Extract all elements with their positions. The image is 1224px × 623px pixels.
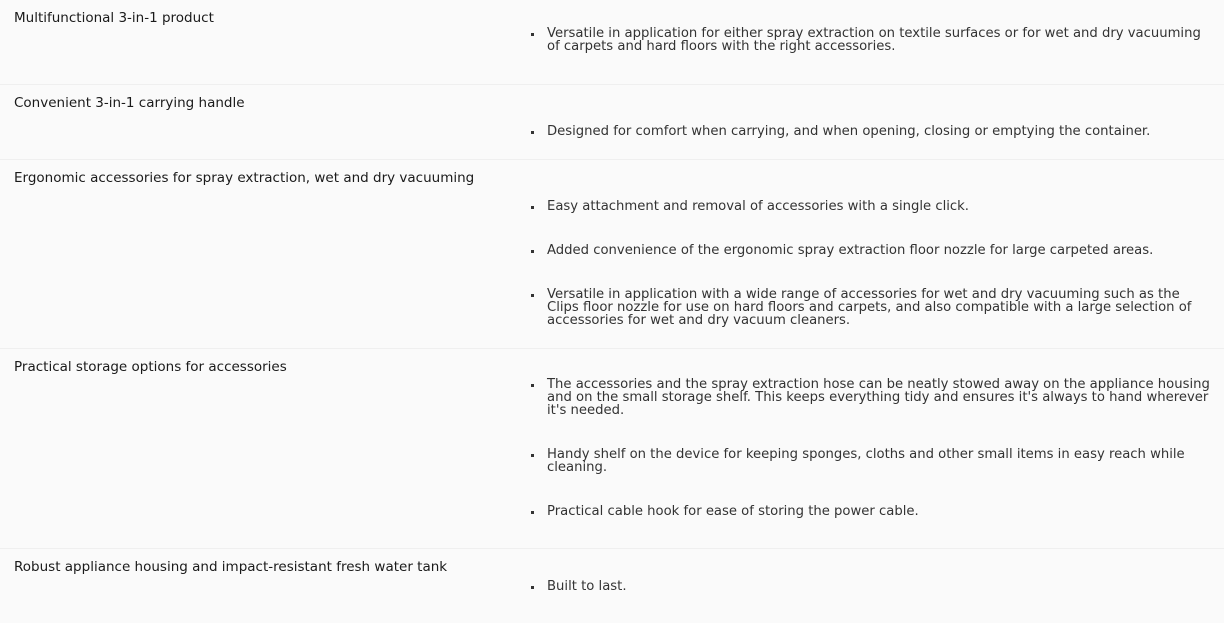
feature-bullet-text: Versatile in application with a wide range of accessories for wet and dry vacuuming such as the Clips floor nozzle for use on hard floors and carpets, and also compatible with a large selection of accessories for wet and dry vacuum cleaners. [547, 287, 1192, 328]
feature-bullet-text: Practical cable hook for ease of storing the power cable. [547, 504, 919, 519]
bullet-icon [531, 511, 534, 514]
feature-row [0, 160, 1224, 349]
bullet-icon [531, 206, 534, 209]
feature-bullet-text: Easy attachment and removal of accessories with a single click. [547, 199, 969, 214]
bullet-icon [531, 250, 534, 253]
feature-title: Ergonomic accessories for spray extraction, wet and dry vacuuming [14, 170, 475, 186]
feature-bullet-text: Built to last. [547, 579, 627, 594]
feature-bullet [530, 244, 1224, 257]
feature-bullet [530, 580, 1224, 593]
feature-title: Practical storage options for accessories [14, 359, 287, 375]
feature-bullet-list [530, 349, 1224, 548]
feature-bullet [530, 505, 1224, 518]
bullet-icon [531, 131, 534, 134]
feature-row [0, 0, 1224, 85]
feature-bullet [530, 125, 1224, 138]
feature-bullet-text: The accessories and the spray extraction hose can be neatly stowed away on the appliance housing and on the small storage shelf. This keeps everything tidy and ensures it's always to hand wherever it's needed. [547, 377, 1210, 418]
feature-bullet [530, 288, 1224, 327]
feature-bullet-text: Added convenience of the ergonomic spray extraction floor nozzle for large carpeted areas. [547, 243, 1154, 258]
feature-bullet [530, 27, 1224, 53]
feature-title: Convenient 3-in-1 carrying handle [14, 95, 245, 111]
bullet-icon [531, 454, 534, 457]
feature-bullet [530, 378, 1224, 417]
feature-bullet-list [530, 160, 1224, 348]
feature-bullet [530, 200, 1224, 213]
feature-title: Robust appliance housing and impact-resistant fresh water tank [14, 559, 448, 575]
feature-row [0, 549, 1224, 623]
bullet-icon [531, 33, 534, 36]
feature-title: Multifunctional 3-in-1 product [14, 10, 214, 26]
feature-bullet-list [530, 0, 1224, 84]
feature-bullet-text: Handy shelf on the device for keeping sponges, cloths and other small items in easy reach while cleaning. [547, 447, 1185, 475]
feature-bullet-list [530, 549, 1224, 623]
bullet-icon [531, 586, 534, 589]
feature-row [0, 349, 1224, 549]
feature-bullet [530, 448, 1224, 474]
feature-bullet-list [530, 85, 1224, 159]
bullet-icon [531, 294, 534, 297]
feature-row [0, 85, 1224, 160]
feature-bullet-text: Designed for comfort when carrying, and when opening, closing or emptying the container. [547, 124, 1151, 139]
feature-bullet-text: Versatile in application for either spray extraction on textile surfaces or for wet and dry vacuuming of carpets and hard floors with the right accessories. [547, 26, 1201, 54]
bullet-icon [531, 384, 534, 387]
